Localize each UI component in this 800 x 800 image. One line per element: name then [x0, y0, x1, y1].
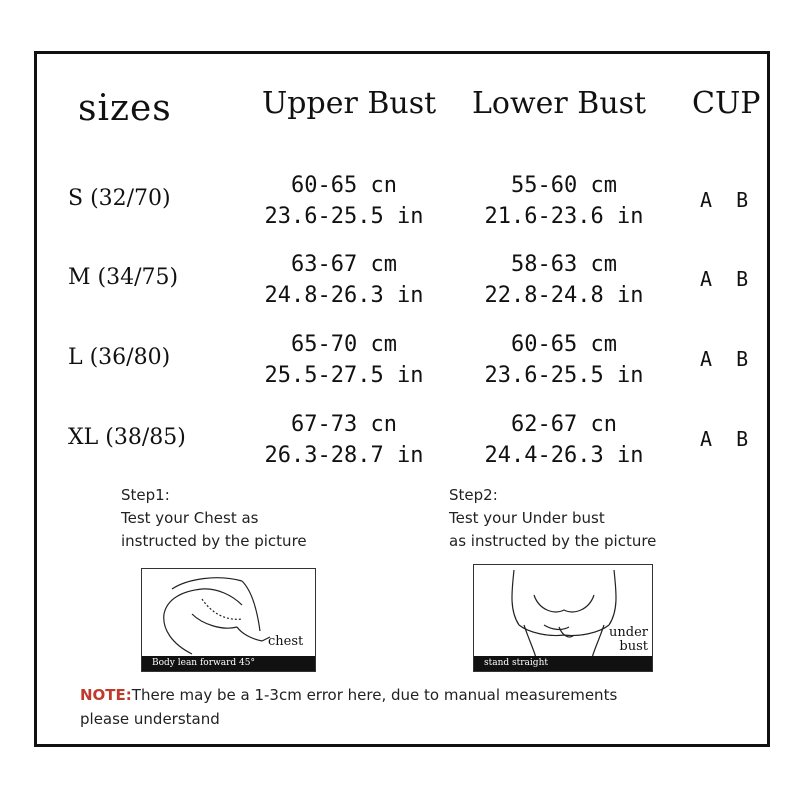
upper-bust-in: 26.3-28.7 in — [264, 443, 424, 468]
chest-caption: Body lean forward 45° — [142, 656, 315, 671]
lower-bust-cm: 62-67 cn — [511, 412, 617, 437]
underbust-caption: stand straight — [474, 656, 652, 671]
lower-bust-cm: 58-63 cm — [511, 252, 617, 277]
header-cup: CUP — [692, 86, 761, 121]
step1-line2: instructed by the picture — [121, 532, 307, 550]
step1-line1: Test your Chest as — [121, 509, 259, 527]
lower-bust-l — [464, 329, 664, 391]
lower-bust-s — [464, 170, 664, 232]
step2-instructions — [449, 484, 656, 553]
underbust-measure-illustration — [473, 564, 653, 672]
lower-bust-in: 24.4-26.3 in — [484, 443, 644, 468]
step2-line1: Test your Under bust — [449, 509, 605, 527]
size-label-xl: XL (38/85) — [68, 425, 186, 450]
chest-measure-illustration — [141, 568, 316, 672]
upper-bust-cm: 65-70 cm — [291, 332, 397, 357]
step1-title: Step1: — [121, 486, 170, 504]
lower-bust-in: 22.8-24.8 in — [484, 283, 644, 308]
underbust-label-line2: bust — [619, 639, 648, 654]
lower-bust-m — [464, 249, 664, 311]
upper-bust-in: 24.8-26.3 in — [264, 283, 424, 308]
upper-bust-in: 23.6-25.5 in — [264, 204, 424, 229]
step1-instructions — [121, 484, 307, 553]
underbust-label — [609, 626, 648, 654]
note-text: There may be a 1-3cm error here, due to manual measurements — [131, 686, 618, 704]
upper-bust-s — [244, 170, 444, 232]
cup-m: A B — [700, 267, 755, 291]
note-line2: please understand — [80, 710, 220, 728]
lower-bust-in: 23.6-25.5 in — [484, 363, 644, 388]
lower-bust-in: 21.6-23.6 in — [484, 204, 644, 229]
lower-bust-cm: 60-65 cm — [511, 332, 617, 357]
header-upper-bust: Upper Bust — [262, 86, 437, 121]
measurement-note — [80, 683, 617, 731]
chest-label: chest — [268, 634, 304, 649]
note-prefix: NOTE: — [80, 686, 132, 704]
upper-bust-cm: 60-65 cn — [291, 173, 397, 198]
upper-bust-l — [244, 329, 444, 391]
upper-bust-in: 25.5-27.5 in — [264, 363, 424, 388]
underbust-label-line1: under — [609, 625, 648, 640]
note-line1 — [80, 683, 617, 707]
upper-bust-m — [244, 249, 444, 311]
header-sizes: sizes — [78, 88, 172, 129]
upper-bust-xl — [244, 409, 444, 471]
cup-s: A B — [700, 188, 755, 212]
cup-l: A B — [700, 347, 755, 371]
header-lower-bust: Lower Bust — [472, 86, 647, 121]
step2-title: Step2: — [449, 486, 498, 504]
lower-bust-xl — [464, 409, 664, 471]
upper-bust-cm: 67-73 cn — [291, 412, 397, 437]
cup-xl: A B — [700, 427, 755, 451]
size-label-l: L (36/80) — [68, 345, 171, 370]
lower-bust-cm: 55-60 cm — [511, 173, 617, 198]
upper-bust-cm: 63-67 cm — [291, 252, 397, 277]
step2-line2: as instructed by the picture — [449, 532, 657, 550]
size-label-s: S (32/70) — [68, 186, 171, 211]
size-label-m: M (34/75) — [68, 265, 179, 290]
